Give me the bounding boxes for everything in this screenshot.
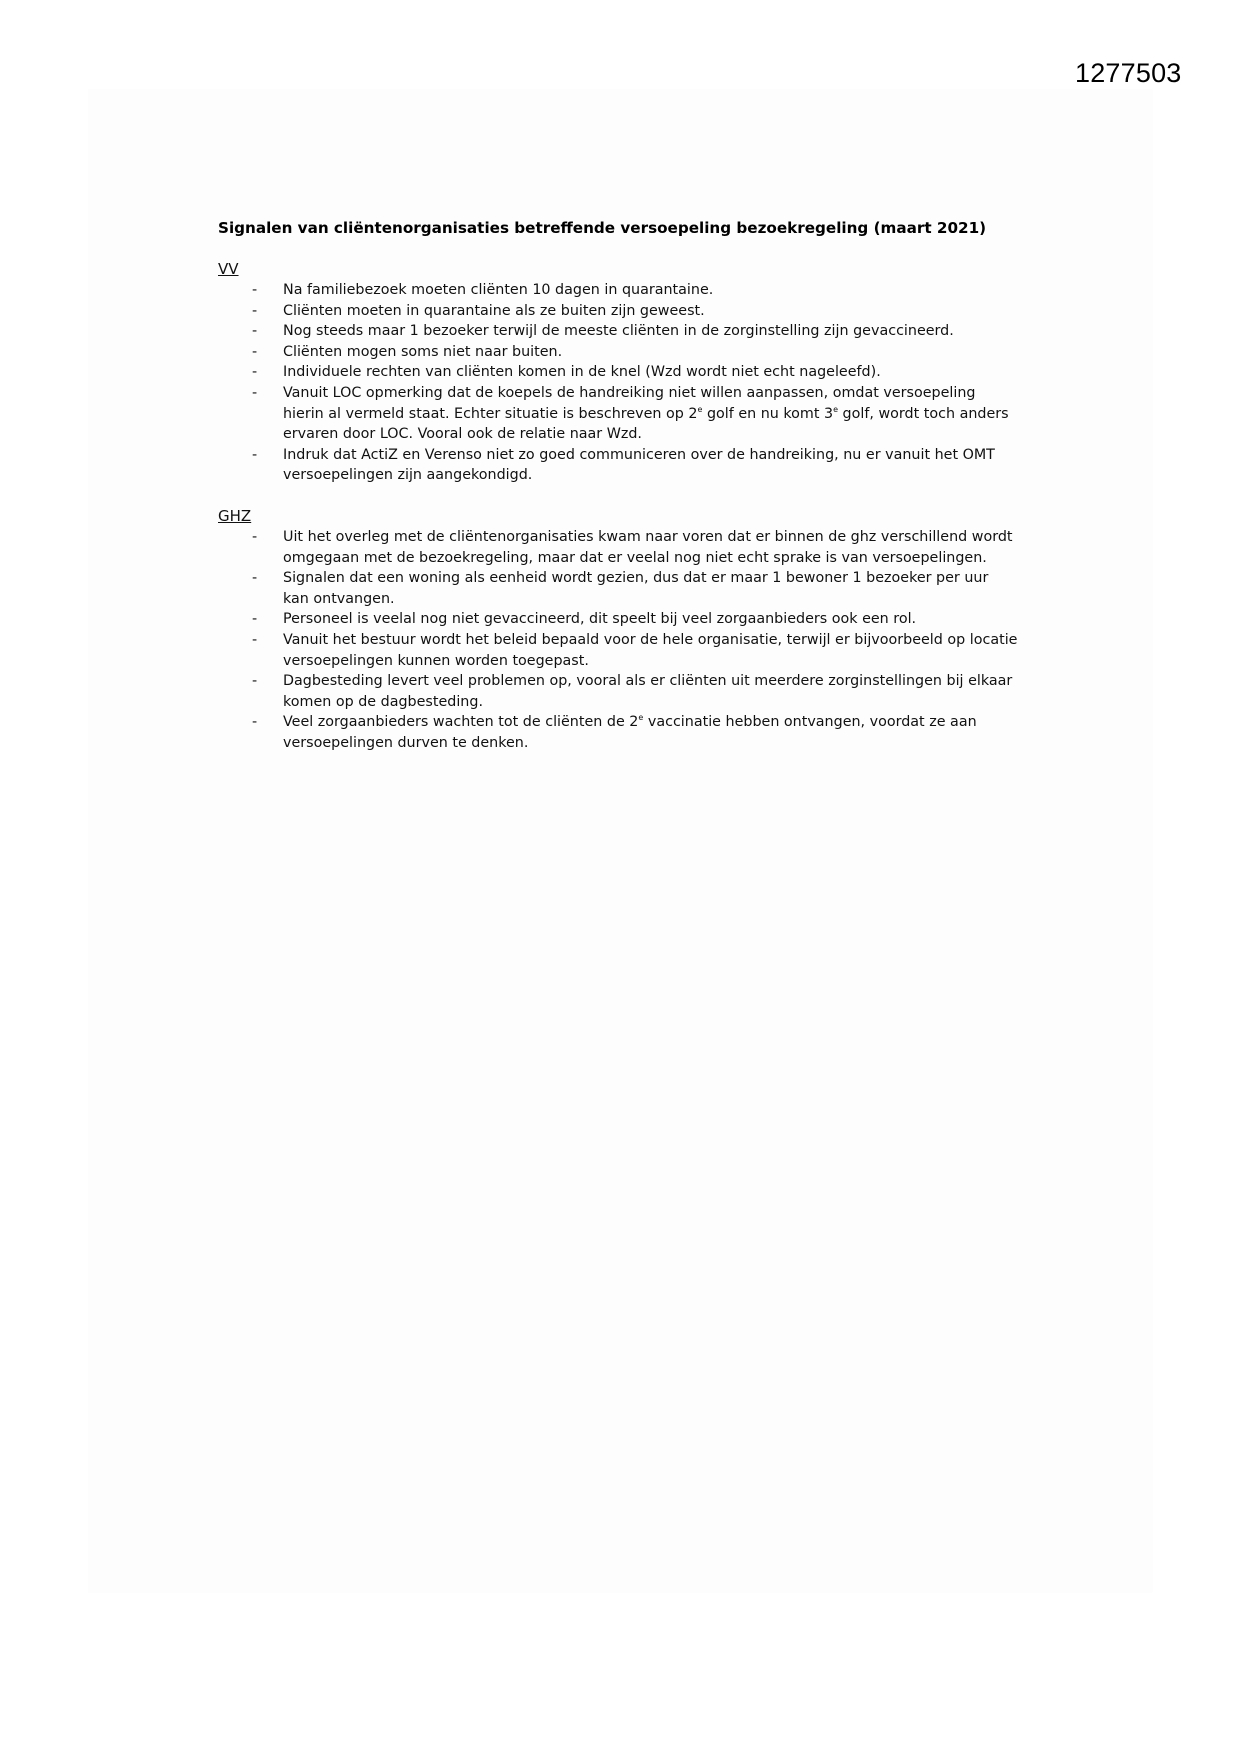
list-item [218, 321, 1018, 342]
list-item-text: Dagbesteding levert veel problemen op, vooral als er cliënten uit meerdere zorginstellingen bij elkaar komen op de dagbesteding. [283, 673, 1013, 710]
list-item [218, 527, 1018, 568]
list-item-text: Cliënten mogen soms niet naar buiten. [283, 343, 563, 360]
list-item-text: Vanuit het bestuur wordt het beleid bepaald voor de hele organisatie, terwijl er bijvoorbeeld op locatie versoepelingen kunnen worden toegepast. [283, 631, 1018, 669]
list-item-text: Uit het overleg met de cliëntenorganisaties kwam naar voren dat er binnen de ghz verschillend wordt omgegaan met de bezoekregeling, maar dat er veelal nog niet echt sprake is van versoepelingen. [283, 528, 1013, 566]
list-item-text: Cliënten moeten in quarantaine als ze buiten zijn geweest. [283, 302, 705, 319]
document-title: Signalen van cliëntenorganisaties betreffende versoepeling bezoekregeling (maart 2021) [218, 219, 987, 237]
list-item [218, 609, 1018, 630]
list-item [218, 630, 1018, 671]
bullet-dash-icon: - [252, 611, 258, 628]
list-item-text: Veel zorgaanbieders wachten tot de cliënten de 2e vaccinatie hebben ontvangen, voordat ze aan versoepelingen durven te denken. [283, 713, 977, 751]
list-item-text: Personeel is veelal nog niet gevaccineerd, dit speelt bij veel zorgaanbieders ook een rol. [283, 611, 917, 628]
list-item [218, 568, 1018, 609]
list-item [218, 383, 1018, 445]
list-item-text: Indruk dat ActiZ en Verenso niet zo goed communiceren over de handreiking, nu er vanuit het OMT versoepelingen zijn aangekondigd. [283, 446, 995, 484]
section-spacer [218, 486, 1038, 506]
list-item [218, 362, 1018, 383]
list-item [218, 342, 1018, 363]
document-body [218, 218, 1038, 753]
bullet-dash-icon: - [252, 673, 258, 690]
section-heading-ghz: GHZ [218, 506, 252, 525]
bullet-dash-icon: - [252, 528, 258, 545]
superscript: e [833, 404, 839, 414]
document-number: 1277503 [1075, 58, 1182, 88]
list-item-text: Na familiebezoek moeten cliënten 10 dagen in quarantaine. [283, 282, 714, 298]
list-item-text: Nog steeds maar 1 bezoeker terwijl de meeste cliënten in de zorginstelling zijn gevaccineerd. [283, 323, 954, 340]
bullet-dash-icon: - [252, 282, 258, 298]
superscript: e [697, 404, 703, 414]
bullet-dash-icon: - [252, 446, 258, 463]
list-item-text: Individuele rechten van cliënten komen in de knel (Wzd wordt niet echt nageleefd). [283, 364, 881, 381]
bullet-dash-icon: - [252, 302, 258, 319]
bullet-dash-icon: - [252, 714, 258, 731]
bullet-dash-icon: - [252, 384, 258, 401]
superscript: e [638, 713, 644, 723]
list-item [218, 280, 1018, 301]
bullet-dash-icon: - [252, 631, 258, 648]
list-item [218, 671, 1018, 712]
bullet-dash-icon: - [252, 323, 258, 340]
list-item-text: Vanuit LOC opmerking dat de koepels de handreiking niet willen aanpassen, omdat versoepeling hierin al vermeld staat. Echter situatie is beschreven op 2e golf en nu komt 3e golf, wordt toch anders ervaren door LOC. Vooral ook de relatie naar Wzd. [283, 384, 1009, 443]
list-item [218, 712, 1018, 753]
bullet-list-vv [218, 280, 1038, 486]
section-vv [218, 259, 1038, 486]
list-item [218, 445, 1018, 486]
list-item [218, 301, 1018, 322]
bullet-dash-icon: - [252, 570, 258, 587]
section-heading-vv: VV [218, 260, 239, 278]
bullet-dash-icon: - [252, 343, 258, 360]
bullet-dash-icon: - [252, 364, 258, 381]
section-ghz [218, 506, 1038, 754]
bullet-list-ghz [218, 527, 1038, 754]
list-item-text: Signalen dat een woning als eenheid wordt gezien, dus dat er maar 1 bewoner 1 bezoeker per uur kan ontvangen. [283, 570, 989, 607]
